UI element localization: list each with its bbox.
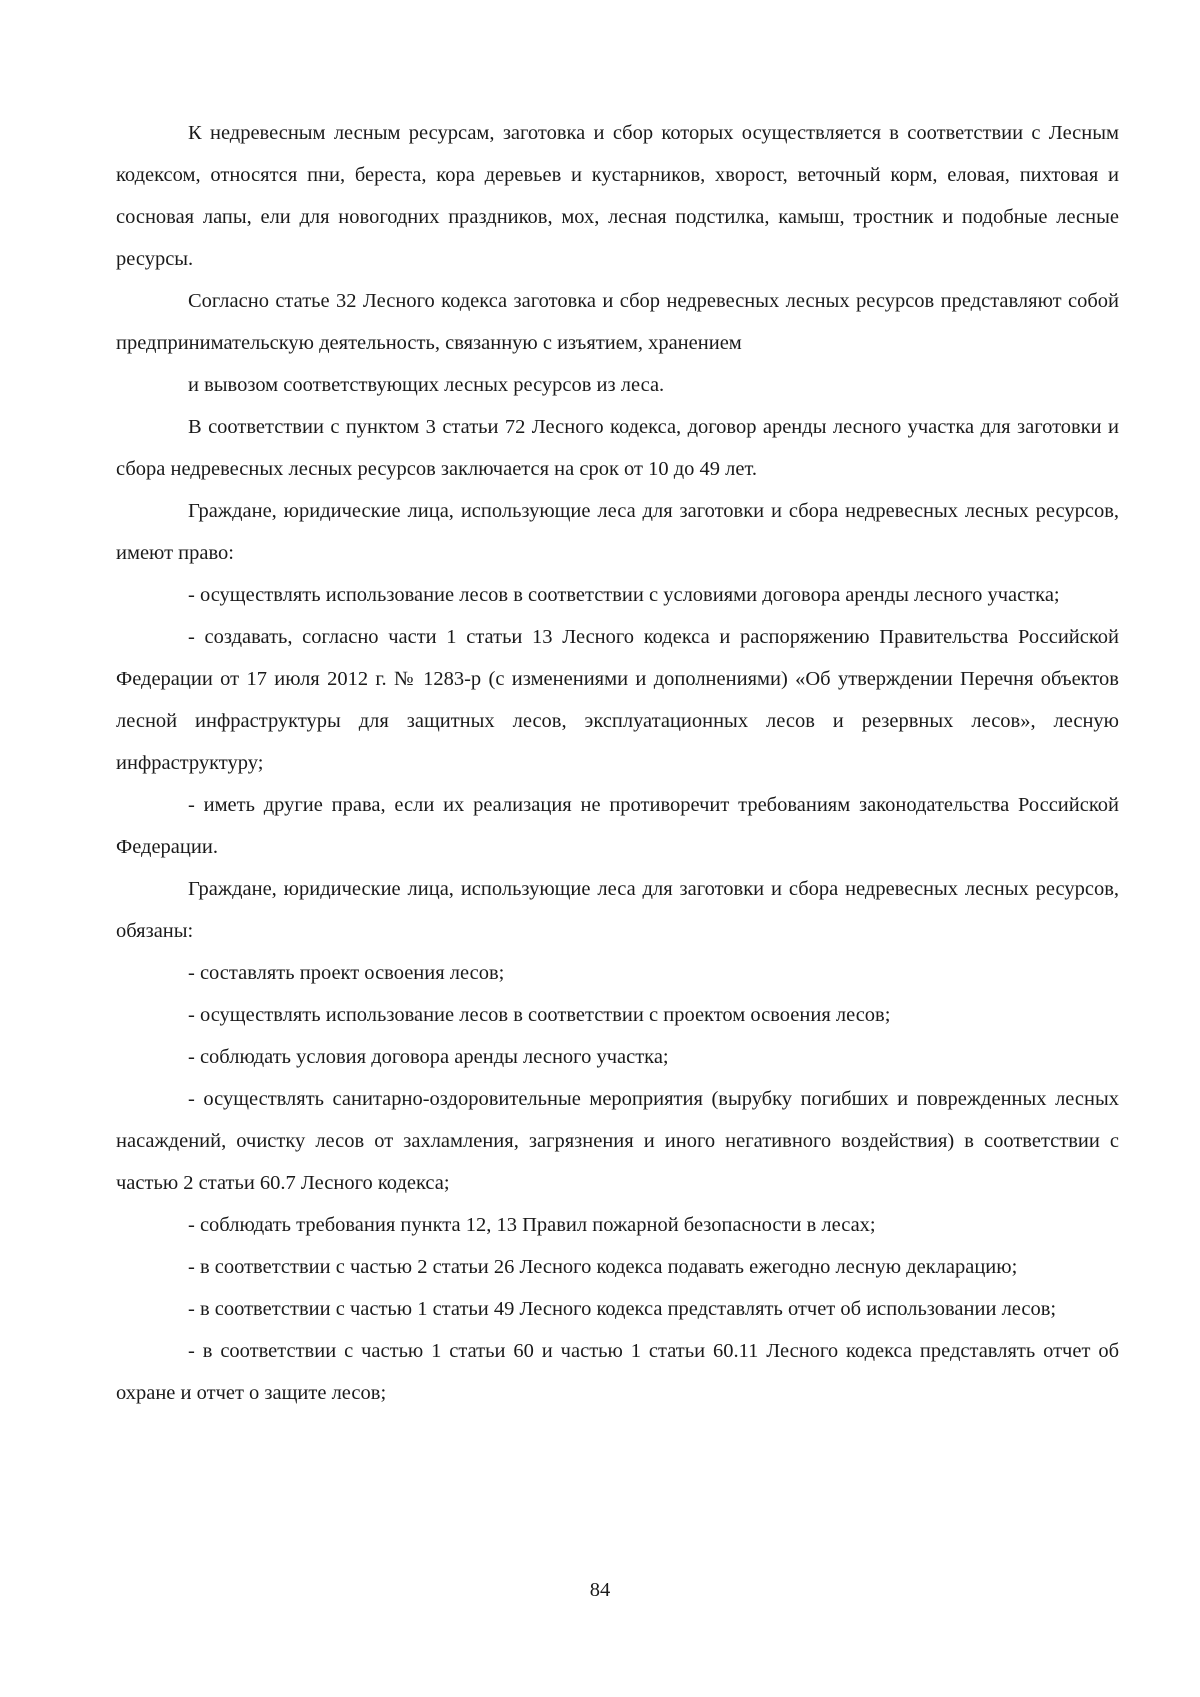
list-item-obligation-2: - осуществлять использование лесов в соответствии с проектом освоения лесов; (188, 1004, 891, 1026)
list-item-obligation-3: - соблюдать условия договора аренды лесного участка; (188, 1046, 669, 1068)
paragraph-nonwood-resources: К недревесным лесным ресурсам, заготовка и сбор которых осуществляется в соответствии с Лесным кодексом, относятся пни, береста, кора деревьев и кустарников, хворост, веточный корм, еловая, пихтовая и сосновая лапы, ели для новогодних праздников, мох, лесная подстилка, камыш, тростник и подобные лесные ресурсы. (116, 122, 1119, 270)
list-item-obligation-4: - осуществлять санитарно-оздоровительные мероприятия (вырубку погибших и поврежденных лесных насаждений, очистку лесов от захламления, загрязнения и иного негативного воздействия) в соответствии с частью 2 статьи 60.7 Лесного кодекса; (116, 1088, 1119, 1194)
paragraph-obligations-intro: Граждане, юридические лица, использующие леса для заготовки и сбора недревесных лесных ресурсов, обязаны: (116, 878, 1119, 942)
list-item-obligation-1: - составлять проект освоения лесов; (188, 962, 505, 984)
list-item-right-2: - создавать, согласно части 1 статьи 13 Лесного кодекса и распоряжению Правительства Российской Федерации от 17 июля 2012 г. № 1283-р (с изменениями и дополнениями) «Об утверждении Перечня объектов лесной инфраструктуры для защитных лесов, эксплуатационных лесов и резервных лесов», лесную инфраструктуру; (116, 626, 1119, 774)
list-item-obligation-6: - в соответствии с частью 2 статьи 26 Лесного кодекса подавать ежегодно лесную декларацию; (188, 1256, 1018, 1278)
list-item-obligation-7: - в соответствии с частью 1 статьи 49 Лесного кодекса представлять отчет об использовании лесов; (188, 1298, 1057, 1320)
paragraph-article-72: В соответствии с пунктом 3 статьи 72 Лесного кодекса, договор аренды лесного участка для заготовки и сбора недревесных лесных ресурсов заключается на срок от 10 до 49 лет. (116, 416, 1119, 480)
list-item-obligation-8: - в соответствии с частью 1 статьи 60 и частью 1 статьи 60.11 Лесного кодекса представлять отчет об охране и отчет о защите лесов; (116, 1340, 1119, 1404)
paragraph-article-32: Согласно статье 32 Лесного кодекса заготовка и сбор недревесных лесных ресурсов представляют собой предпринимательскую деятельность, связанную с изъятием, хранением (116, 290, 1119, 354)
paragraph-article-32-continuation: и вывозом соответствующих лесных ресурсов из леса. (188, 374, 665, 396)
list-item-obligation-5: - соблюдать требования пункта 12, 13 Правил пожарной безопасности в лесах; (188, 1214, 876, 1236)
page-number: 84 (589, 1579, 611, 1601)
body-text (116, 112, 1119, 1414)
list-item-right-1: - осуществлять использование лесов в соответствии с условиями договора аренды лесного участка; (188, 584, 1060, 606)
paragraph-rights-intro: Граждане, юридические лица, использующие леса для заготовки и сбора недревесных лесных ресурсов, имеют право: (116, 500, 1119, 564)
list-item-right-3: - иметь другие права, если их реализация не противоречит требованиям законодательства Российской Федерации. (116, 794, 1119, 858)
